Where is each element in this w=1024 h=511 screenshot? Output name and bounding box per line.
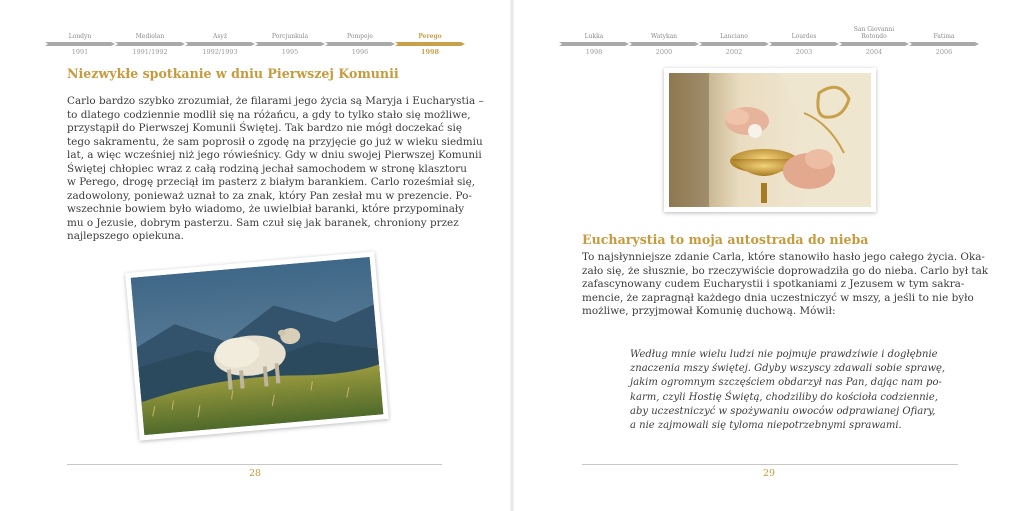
section-heading: Niezwykłe spotkanie w dniu Pierwszej Komunii bbox=[67, 66, 399, 81]
timeline-item bbox=[769, 31, 839, 61]
quote-line: karm, czyli Hostię Świętą, chodziliby do kościoła codziennie, bbox=[630, 391, 938, 403]
timeline-arrow bbox=[699, 42, 769, 46]
timeline-item bbox=[559, 31, 629, 61]
timeline-place: Perego bbox=[418, 32, 442, 40]
timeline-year: 1991/1992 bbox=[132, 48, 168, 56]
timeline-place: Lourdes bbox=[791, 32, 817, 40]
timeline-arrow bbox=[45, 42, 115, 46]
eucharist-photo bbox=[664, 68, 876, 212]
timeline-year: 2002 bbox=[725, 48, 743, 56]
text-line: najlepszego opiekuna. bbox=[67, 230, 184, 242]
timeline-item bbox=[629, 31, 699, 61]
sheep-photo bbox=[125, 251, 389, 440]
timeline-arrow bbox=[839, 42, 909, 46]
text-line: mencie, że zapragnął każdego dnia uczestniczyć w mszy, a jeśli to nie było bbox=[582, 291, 974, 304]
timeline-place: Lanciano bbox=[720, 32, 748, 40]
timeline-place: Porcjunkula bbox=[271, 32, 309, 40]
timeline-year: 2000 bbox=[655, 48, 673, 56]
timeline-arrow bbox=[769, 42, 839, 46]
quote-block bbox=[630, 348, 945, 433]
text-line: tego sakramentu, że sam poprosił o zgodę na przyjęcie go już w wieku siedmiu bbox=[67, 135, 483, 148]
timeline-year: 1996 bbox=[351, 48, 369, 56]
timeline-item bbox=[839, 26, 909, 61]
section-heading: Eucharystia to moja autostrada do nieba bbox=[582, 232, 869, 247]
timeline-place: Mediolan bbox=[135, 32, 165, 40]
timeline-place: Fatima bbox=[933, 32, 955, 40]
timeline-right bbox=[559, 26, 979, 61]
timeline-year: 1998 bbox=[420, 48, 440, 56]
timeline-place: Pompeje bbox=[347, 32, 373, 40]
timeline-item bbox=[255, 31, 325, 61]
text-line: To najsłynniejsze zdanie Carla, które stanowiło hasło jego całego życia. Oka- bbox=[582, 251, 985, 263]
timeline-year: 2006 bbox=[935, 48, 953, 56]
text-line: wszechnie bowiem było wiadomo, że uwielbiał baranki, które przypominały bbox=[67, 203, 465, 215]
timeline-left bbox=[45, 31, 465, 61]
quote-line: Według mnie wielu ludzi nie pojmuje prawdziwie i dogłębnie bbox=[630, 349, 938, 360]
timeline-arrow bbox=[395, 42, 465, 46]
timeline-place: Asyż bbox=[213, 32, 227, 40]
quote-line: aby uczestniczyć w spożywaniu owoców odprawianej Ofiary, bbox=[630, 405, 936, 417]
text-line: Carlo bardzo szybko zrozumiał, że filarami jego życia są Maryja i Eucharystia – bbox=[67, 95, 484, 107]
quote-line: a nie zajmowali się tyloma niepotrzebnymi sprawami. bbox=[630, 420, 902, 432]
text-line: to dlatego codziennie modlił się na różańcu, a gdy to tylko stało się możliwe, bbox=[67, 108, 471, 121]
timeline-arrow bbox=[255, 42, 325, 46]
body-text bbox=[67, 95, 484, 244]
timeline-place: Lukka bbox=[584, 32, 604, 40]
timeline-place: Londyn bbox=[68, 32, 92, 40]
timeline-item bbox=[699, 31, 769, 61]
timeline-item bbox=[185, 31, 255, 61]
page-number: 28 bbox=[248, 468, 262, 479]
timeline-arrow bbox=[325, 42, 395, 46]
text-line: mu o Jezusie, dobrym pasterzu. Sam czuł się jak baranek, chroniony przez bbox=[67, 216, 459, 229]
text-line: zało się, że słusznie, bo rzeczywiście doprowadziła go do nieba. Carlo był tak bbox=[582, 264, 989, 277]
timeline-year: 1998 bbox=[585, 48, 603, 56]
timeline-item bbox=[325, 31, 395, 61]
timeline-item bbox=[115, 31, 185, 61]
text-line: możliwe, przyjmował Komunię duchową. Mówił: bbox=[582, 305, 836, 317]
text-line: przystąpił do Pierwszej Komunii Świętej. Tak bardzo nie mógł doczekać się bbox=[67, 122, 462, 134]
timeline-year: 1991 bbox=[71, 48, 89, 56]
footer-rule bbox=[67, 464, 442, 465]
timeline-item-current bbox=[395, 31, 465, 61]
text-line: Świętej chłopiec wraz z całą rodziną jechał samochodem w stronę klasztoru bbox=[67, 162, 467, 175]
page-number: 29 bbox=[762, 468, 776, 479]
timeline-place: Watykan bbox=[650, 32, 678, 40]
text-line: w Perego, drogę przeciął im pasterz z białym barankiem. Carlo roześmiał się, bbox=[67, 176, 476, 188]
timeline-year: 2003 bbox=[795, 48, 813, 56]
timeline-arrow bbox=[909, 42, 979, 46]
timeline-year: 1992/1993 bbox=[202, 48, 238, 56]
body-text bbox=[582, 251, 988, 319]
text-line: lat, a więc wcześniej niż jego rówieśnicy. Gdy w dniu swojej Pierwszej Komunii bbox=[67, 149, 482, 161]
timeline-arrow bbox=[115, 42, 185, 46]
quote-line: znaczenia mszy świętej. Gdyby wszyscy zdawali sobie sprawę, bbox=[630, 363, 946, 375]
timeline-item bbox=[909, 31, 979, 61]
timeline-year: 1995 bbox=[281, 48, 299, 56]
timeline-arrow bbox=[185, 42, 255, 46]
footer-rule bbox=[582, 464, 958, 465]
text-line: zafascynowany cudem Eucharystii i spotkaniami z Jezusem w tym sakra- bbox=[582, 278, 965, 290]
text-line: zadowolony, ponieważ uznał to za znak, który Pan zesłał mu w prezencie. Po- bbox=[67, 189, 472, 202]
timeline-item bbox=[45, 31, 115, 61]
timeline-arrow bbox=[629, 42, 699, 46]
right-page bbox=[512, 0, 1024, 511]
quote-line: jakim ogromnym szczęściem obdarzył nas Pan, dając nam po- bbox=[630, 377, 942, 389]
timeline-arrow bbox=[559, 42, 629, 46]
timeline-place: San Giovanni Rotondo bbox=[853, 26, 895, 40]
timeline-year: 2004 bbox=[865, 48, 883, 56]
